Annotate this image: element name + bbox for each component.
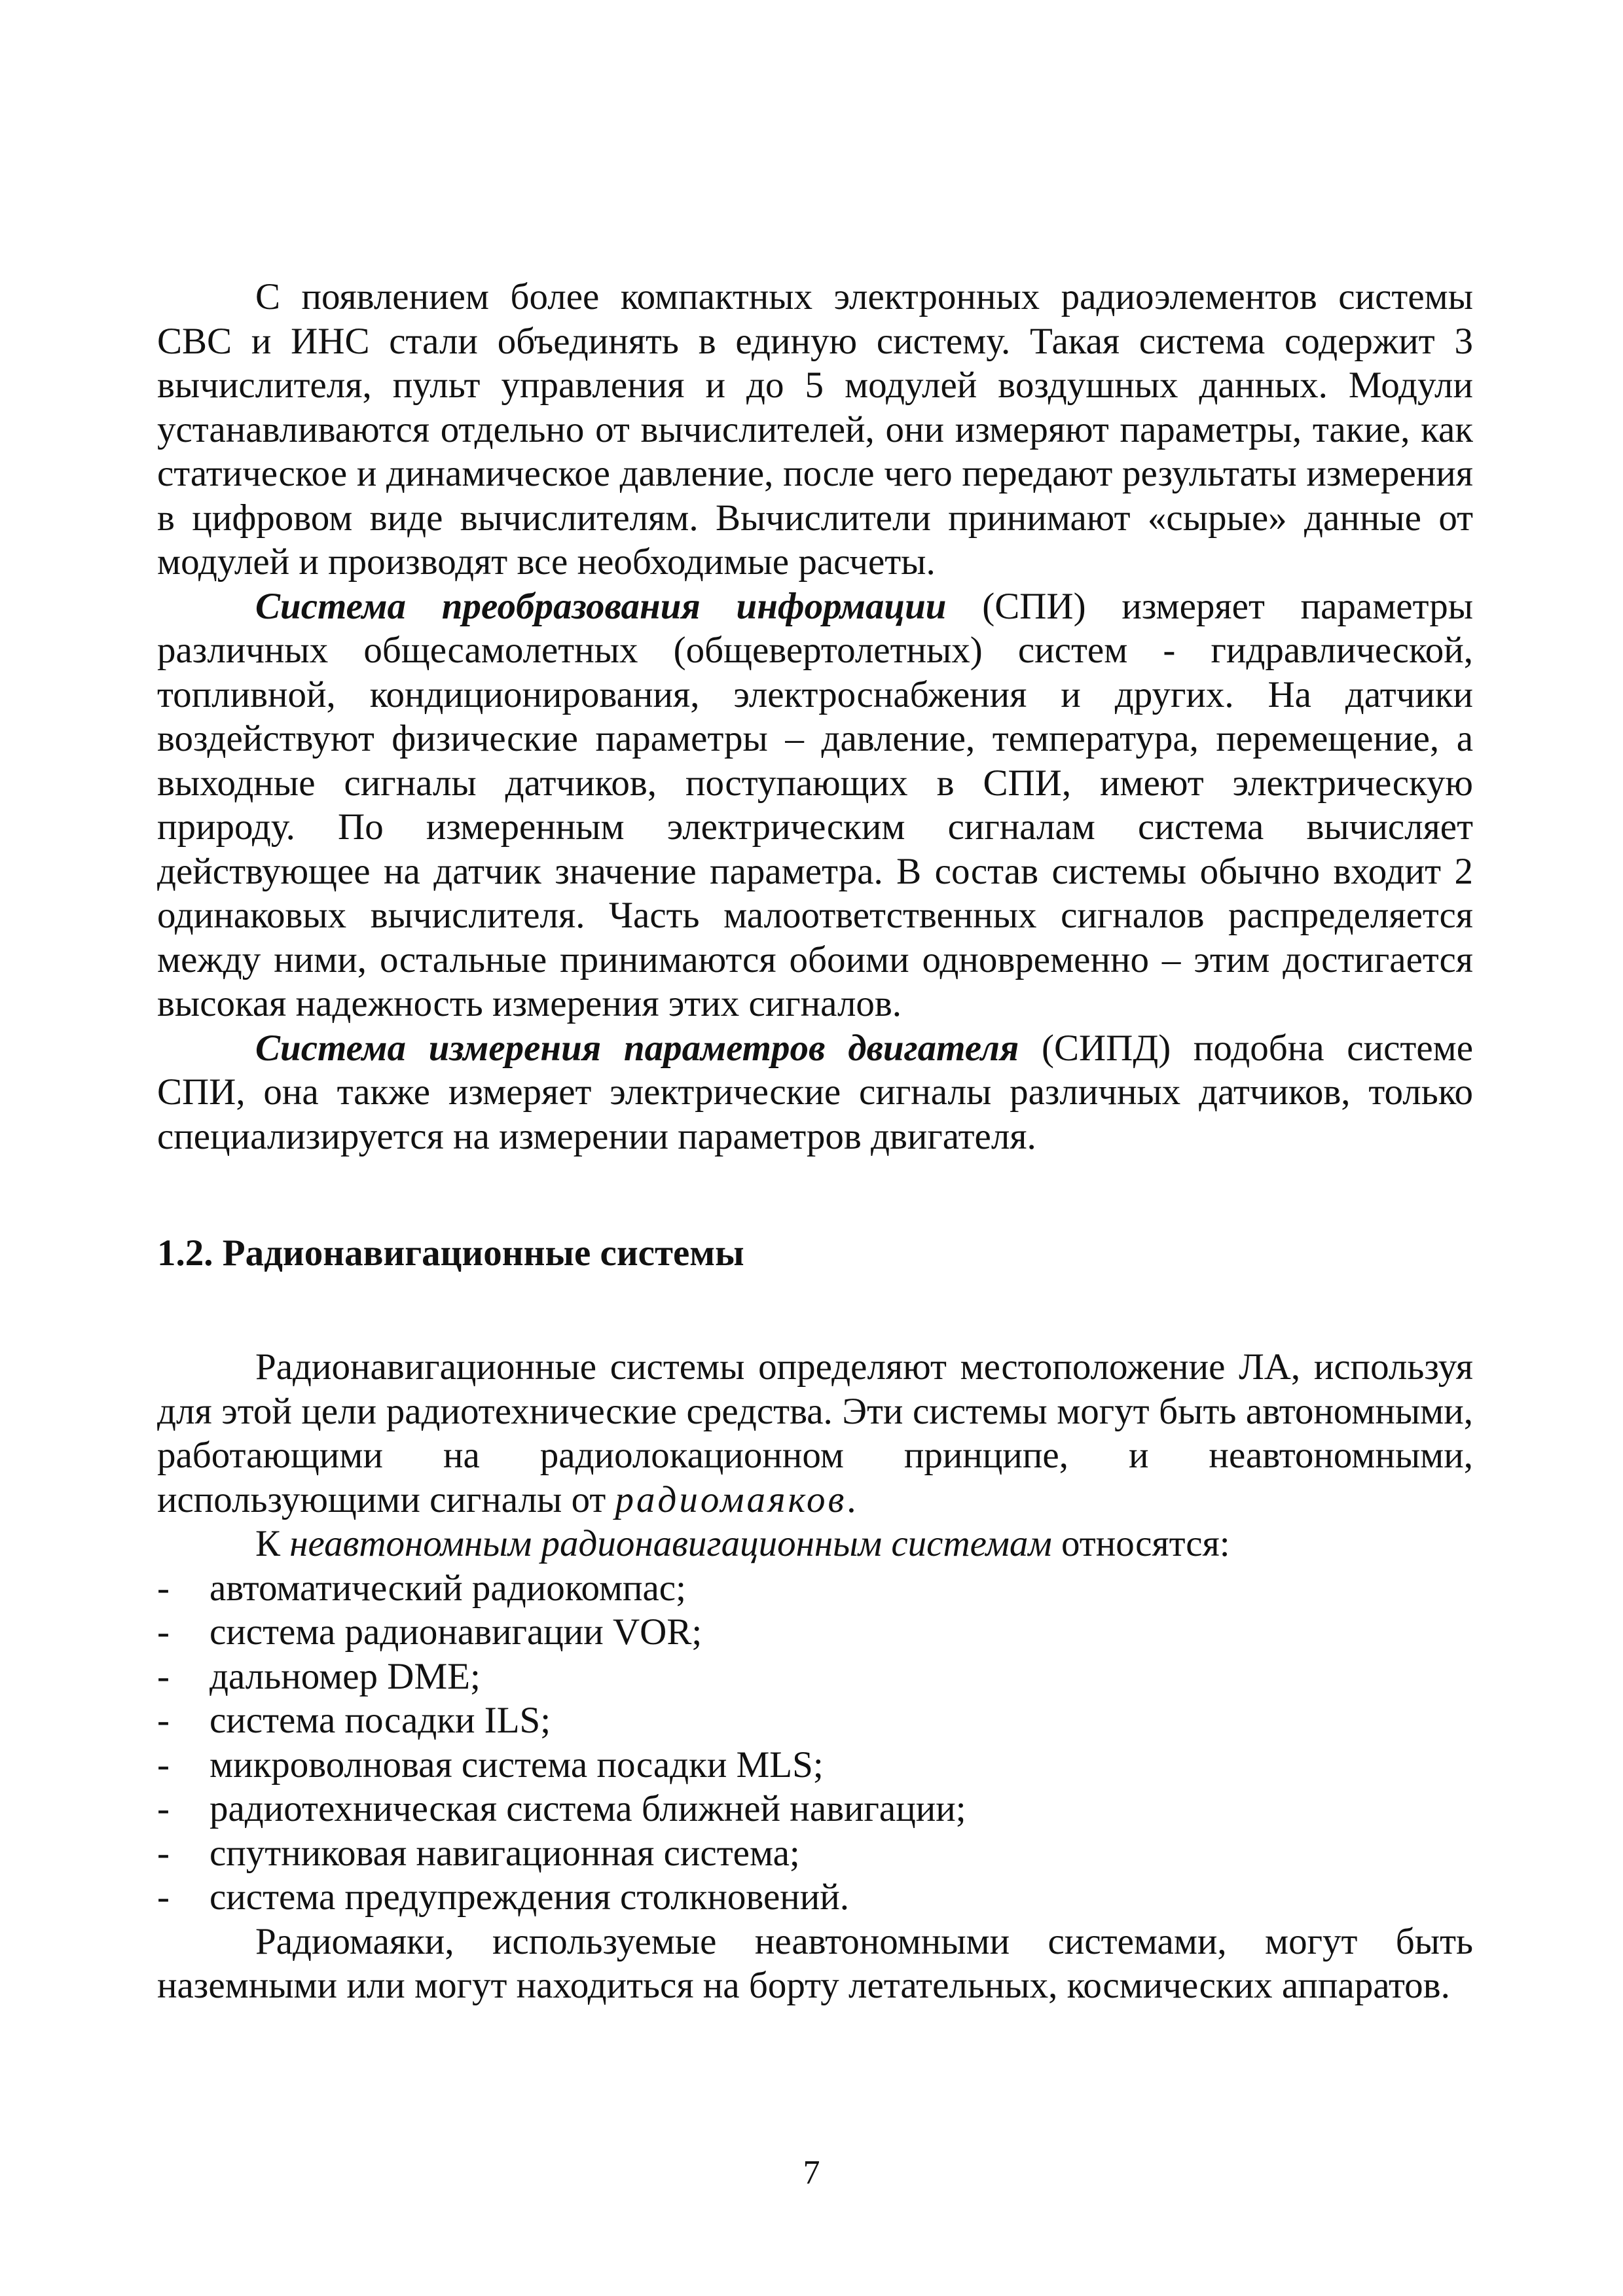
bullet-marker: - xyxy=(157,1832,170,1874)
term-spi: Система преобразования информации xyxy=(255,585,947,627)
page-number: 7 xyxy=(803,2154,820,2191)
intro-text: Радионавигационные системы определяют местоположение ЛА, используя для этой цели радиотехнические средства. Эти системы могут быть автономными, работающими на радиолокационном принципе, и неавтономными, использующими сигналы от xyxy=(157,1346,1473,1520)
list-item: - система предупреждения столкновений. xyxy=(157,1875,1473,1920)
term-radiobeacons: радиомаяков xyxy=(615,1479,847,1520)
section-body xyxy=(157,1345,1473,2008)
bullet-marker: - xyxy=(157,1876,170,1918)
bullet-marker: - xyxy=(157,1700,170,1741)
term-sipd: Система измерения параметров двигателя xyxy=(255,1027,1019,1069)
page-body xyxy=(157,275,1473,2006)
bullet-marker: - xyxy=(157,1744,170,1785)
section-heading: 1.2. Радионавигационные системы xyxy=(157,1232,744,1274)
list-item: - система посадки ILS; xyxy=(157,1698,1473,1743)
paragraph-spi xyxy=(157,584,1473,1026)
list-item: - автоматический радиокомпас; xyxy=(157,1566,1473,1611)
list-item: - радиотехническая система ближней навигации; xyxy=(157,1787,1473,1831)
intro-end: . xyxy=(847,1479,856,1520)
paragraph-combined-systems: С появлением более компактных электронных радиоэлементов системы СВС и ИНС стали объединять в единую систему. Такая система содержит 3 вычислителя, пульт управления и до 5 модулей воздушных данных. Модули устанавливаются отдельно от вычислителей, они измеряют параметры, такие, как статическое и динамическое давление, после чего передают результаты измерения в цифровом виде вычислителям. Вычислители принимают «сырые» данные от модулей и производят все необходимые расчеты. xyxy=(157,276,1473,583)
paragraph-sipd xyxy=(157,1026,1473,1159)
paragraph-radionav-intro xyxy=(157,1345,1473,1522)
list-item: - спутниковая навигационная система; xyxy=(157,1831,1473,1876)
paragraph-list-lead xyxy=(157,1522,1473,1566)
bullet-marker: - xyxy=(157,1567,170,1609)
list-item: - микроволновая система посадки MLS; xyxy=(157,1743,1473,1787)
systems-list xyxy=(157,1566,1473,1920)
list-item: - система радионавигации VOR; xyxy=(157,1610,1473,1655)
term-nonautonomous: неавтономным радионавигационным системам xyxy=(289,1523,1052,1564)
bullet-marker: - xyxy=(157,1788,170,1829)
list-item: - дальномер DME; xyxy=(157,1655,1473,1699)
bullet-marker: - xyxy=(157,1611,170,1653)
paragraph-closing: Радиомаяки, используемые неавтономными системами, могут быть наземными или могут находиться на борту летательных, космических аппаратов. xyxy=(157,1920,1473,2006)
bullet-marker: - xyxy=(157,1655,170,1697)
paragraph-sipd-text: (СИПД) подобна системе СПИ, она также измеряет электрические сигналы различных датчиков, только специализируется на измерении параметров двигателя. xyxy=(157,1027,1473,1157)
paragraph-spi-text: (СПИ) измеряет параметры различных общесамолетных (общевертолетных) систем - гидравлической, топливной, кондиционирования, электроснабжения и других. На датчики воздействуют физические параметры – давление, температура, перемещение, а выходные сигналы датчиков, поступающих в СПИ, имеют электрическую природу. По измеренным электрическим сигналам система вычисляет действующее на датчик значение параметра. В состав системы обычно входит 2 одинаковых вычислителя. Часть малоответственных сигналов распределяется между ними, остальные принимаются обоими одновременно – этим достигается высокая надежность измерения этих сигналов. xyxy=(157,585,1473,1024)
list-lead-suffix: относятся: xyxy=(1051,1523,1230,1564)
list-lead-prefix: К xyxy=(255,1523,290,1564)
